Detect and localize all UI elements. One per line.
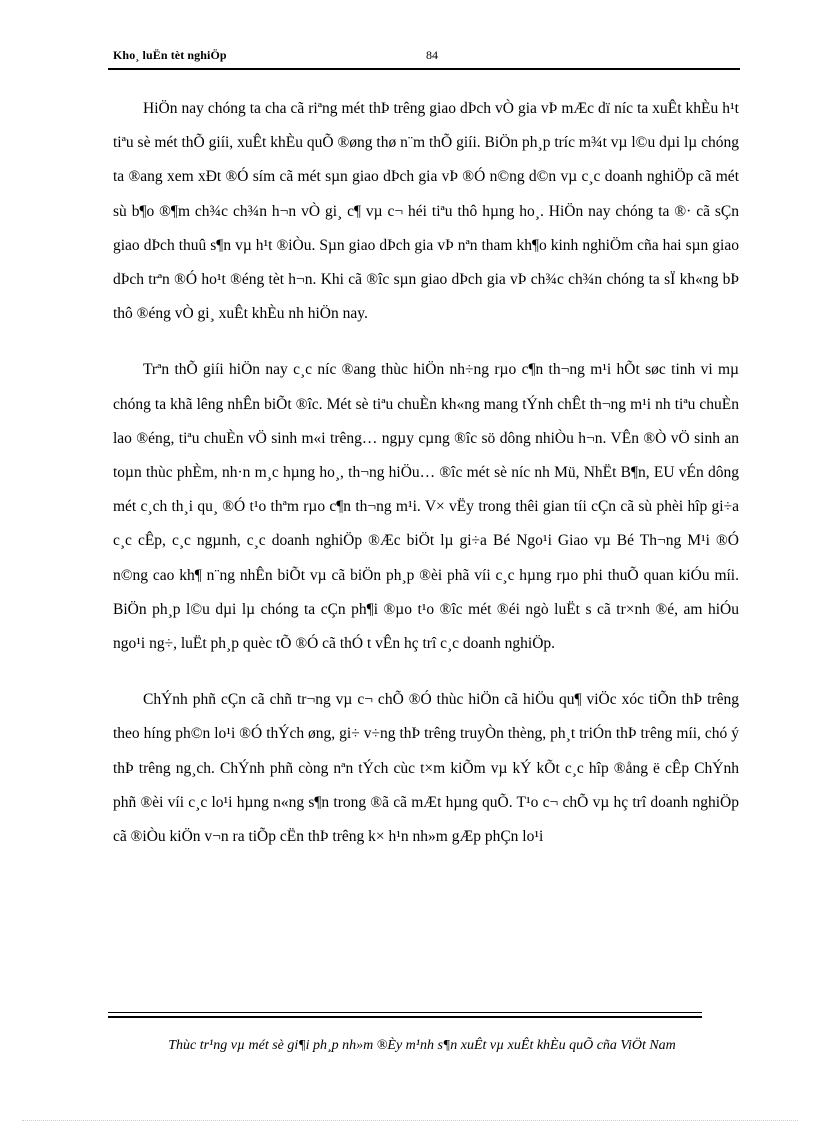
paragraph-1: HiÖn nay chóng ta cha cã riªng mét thÞ trêng giao dÞch vÒ gia vÞ mÆc dï níc ta xuÊt khÈu h¹t tiªu sè mét thÕ giíi, xuÊt khÈu quÕ ®øng thø n¨m thÕ giíi. BiÖn ph¸p tríc m¾t vµ l©u dµi lµ chóng ta ®ang xem xÐt ®Ó sím cã mét sµn giao dÞch gia vÞ ®Ó n©ng d©n vµ c¸c doanh nghiÖp cã mét sù b¶o ®¶m ch¾c ch¾n h¬n vÒ gi¸ c¶ vµ c¬ héi tiªu thô hµng ho¸. HiÖn nay chóng ta ®· cã sÇn giao dÞch thuû s¶n vµ h¹t ®iÒu. Sµn giao dÞch gia vÞ nªn tham kh¶o kinh nghiÖm cña hai sµn giao dÞch trªn ®Ó ho¹t ®éng tèt h¬n. Khi cã ®îc sµn giao dÞch gia vÞ ch¾c ch¾n chóng ta sÏ kh«ng bÞ thô ®éng vÒ gi¸ xuÊt khÈu nh hiÖn nay.: [113, 100, 739, 323]
header-divider: [108, 68, 740, 70]
body-text: [113, 92, 739, 876]
page-bottom-border: [22, 1120, 798, 1121]
paragraph-2: Trªn thÕ giíi hiÖn nay c¸c níc ®ang thùc hiÖn nh÷ng rµo c¶n th¬ng m¹i hÕt søc tinh vi mµ chóng ta khã lêng nhÊn biÕt ®îc. Mét sè tiªu chuÈn kh«ng mang tÝnh chÊt th¬ng m¹i nh tiªu chuÈn lao ®éng, tiªu chuÈn vÖ sinh m«i trêng… ngµy cµng ®îc sö dông nhiÒu h¬n. VÊn ®Ò vÖ sinh an toµn thùc phÈm, nh·n m¸c hµng ho¸, th¬ng hiÖu… ®îc mét sè níc nh Mü, NhËt B¶n, EU vÉn dông mét c¸ch th¸i qu¸ ®Ó t¹o thªm rµo c¶n th¬ng m¹i. V× vËy trong thêi gian tíi cÇn cã sù phèi hîp gi÷a c¸c cÊp, c¸c ngµnh, c¸c doanh nghiÖp ®Æc biÖt lµ gi÷a Bé Ngo¹i Giao vµ Bé Th¬ng M¹i ®Ó n©ng cao kh¶ n¨ng nhÊn biÕt vµ cã biÖn ph¸p ®èi phã víi c¸c hµng rµo phi thuÕ quan kiÓu míi. BiÖn ph¸p l©u dµi lµ chóng ta cÇn ph¶i ®µo t¹o ®îc mét ®éi ngò luËt s cã tr×nh ®é, am hiÓu ngo¹i ng÷, luËt ph¸p quèc tÕ ®Ó cã thÓ t vÊn hç trî c¸c doanh nghiÖp.: [113, 361, 739, 653]
footer-caption: Thùc tr¹ng vµ mét sè gi¶i ph¸p nh»m ®Èy m¹nh s¶n xuÊt vµ xuÊt khÈu quÕ cña ViÖt Nam: [168, 1038, 676, 1053]
header-title: Kho¸ luËn tèt nghiÖp: [113, 48, 227, 62]
paragraph-3: ChÝnh phñ cÇn cã chñ tr¬ng vµ c¬ chÕ ®Ó thùc hiÖn cã hiÖu qu¶ viÖc xóc tiÕn thÞ trêng theo híng ph©n lo¹i ®Ó thÝch øng, gi÷ v÷ng thÞ trêng truyÒn thèng, ph¸t triÓn thÞ trêng míi, chó ý thÞ trêng ng¸ch. ChÝnh phñ còng nªn tÝch cùc t×m kiÕm vµ kÝ kÕt c¸c hîp ®ång ë cÊp ChÝnh phñ ®èi víi c¸c lo¹i hµng n«ng s¶n trong ®ã cã mÆt hµng quÕ. T¹o c¬ chÕ vµ hç trî doanh nghiÖp cã ®iÒu kiÖn v¬n ra tiÕp cËn thÞ trêng k× h¹n nh»m gÆp phÇn lo¹i: [113, 691, 739, 846]
footer-divider-thin: [108, 1012, 702, 1013]
page-number: 84: [426, 48, 438, 62]
footer-divider-thick: [108, 1016, 702, 1018]
